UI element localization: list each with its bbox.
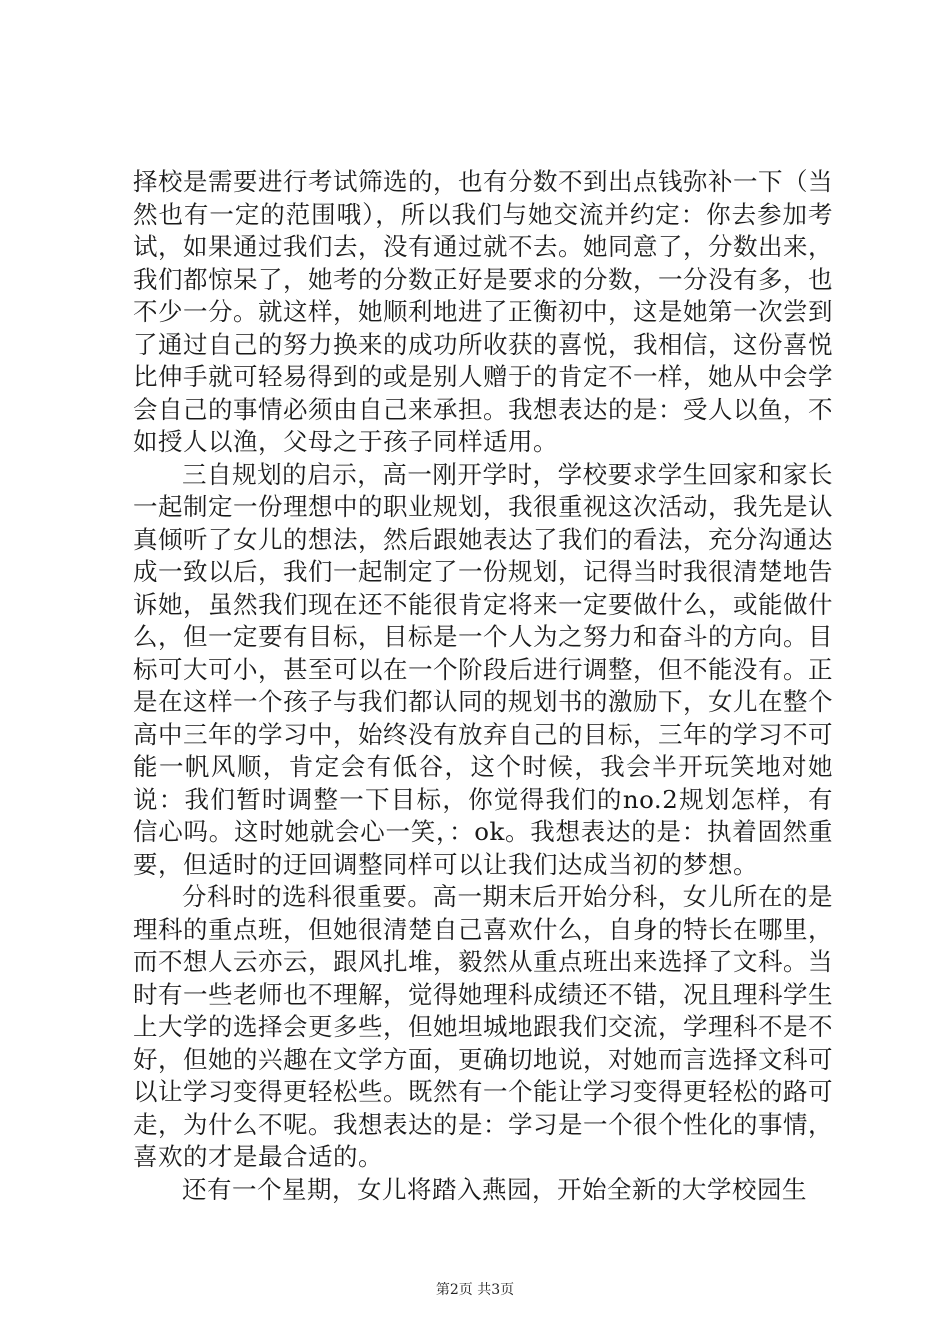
paragraph-4: 还有一个星期，女儿将踏入燕园，开始全新的大学校园生 <box>182 1174 807 1204</box>
document-body <box>133 166 833 1206</box>
paragraph-3: 分科时的选科很重要。高一期末后开始分科，女儿所在的是理科的重点班，但她很清楚自己喜欢什么，自身的特长在哪里，而不想人云亦云，跟风扎堆，毅然从重点班出来选择了文科。当时有一些老师也不理解，觉得她理科成绩还不错，况且理科学生上大学的选择会更多些，但她坦城地跟我们交流，学理科不是不好，但她的兴趣在文学方面，更确切地说，对她而言选择文科可以让学习变得更轻松些。既然有一个能让学习变得更轻松的路可走，为什么不呢。我想表达的是：学习是一个很个性化的事情，喜欢的才是最合适的。 <box>133 882 833 1171</box>
page-number-footer: 第2页 共3页 <box>435 1282 515 1298</box>
paragraph-1: 择校是需要进行考试筛选的，也有分数不到出点钱弥补一下（当然也有一定的范围哦），所以我们与她交流并约定：你去参加考试，如果通过我们去，没有通过就不去。她同意了，分数出来，我们都惊呆了，她考的分数正好是要求的分数，一分没有多，也不少一分。就这样，她顺利地进了正衡初中，这是她第一次尝到了通过自己的努力换来的成功所收获的喜悦，我相信，这份喜悦比伸手就可轻易得到的或是别人赠于的肯定不一样，她从中会学会自己的事情必须由自己来承担。我想表达的是：受人以鱼，不如授人以渔，父母之于孩子同样适用。 <box>133 167 833 456</box>
paragraph-2: 三自规划的启示，高一刚开学时，学校要求学生回家和家长一起制定一份理想中的职业规划，我很重视这次活动，我先是认真倾听了女儿的想法，然后跟她表达了我们的看法，充分沟通达成一致以后，我们一起制定了一份规划，记得当时我很清楚地告诉她，虽然我们现在还不能很肯定将来一定要做什么，或能做什么，但一定要有目标，目标是一个人为之努力和奋斗的方向。目标可大可小，甚至可以在一个阶段后进行调整，但不能没有。正是在这样一个孩子与我们都认同的规划书的激励下，女儿在整个高中三年的学习中，始终没有放弃自己的目标，三年的学习不可能一帆风顺，肯定会有低谷，这个时候，我会半开玩笑地对她说：我们暂时调整一下目标，你觉得我们的no.2规划怎样，有信心吗。这时她就会心一笑，：ok。我想表达的是：执着固然重要，但适时的迂回调整同样可以让我们达成当初的梦想。 <box>133 459 833 879</box>
